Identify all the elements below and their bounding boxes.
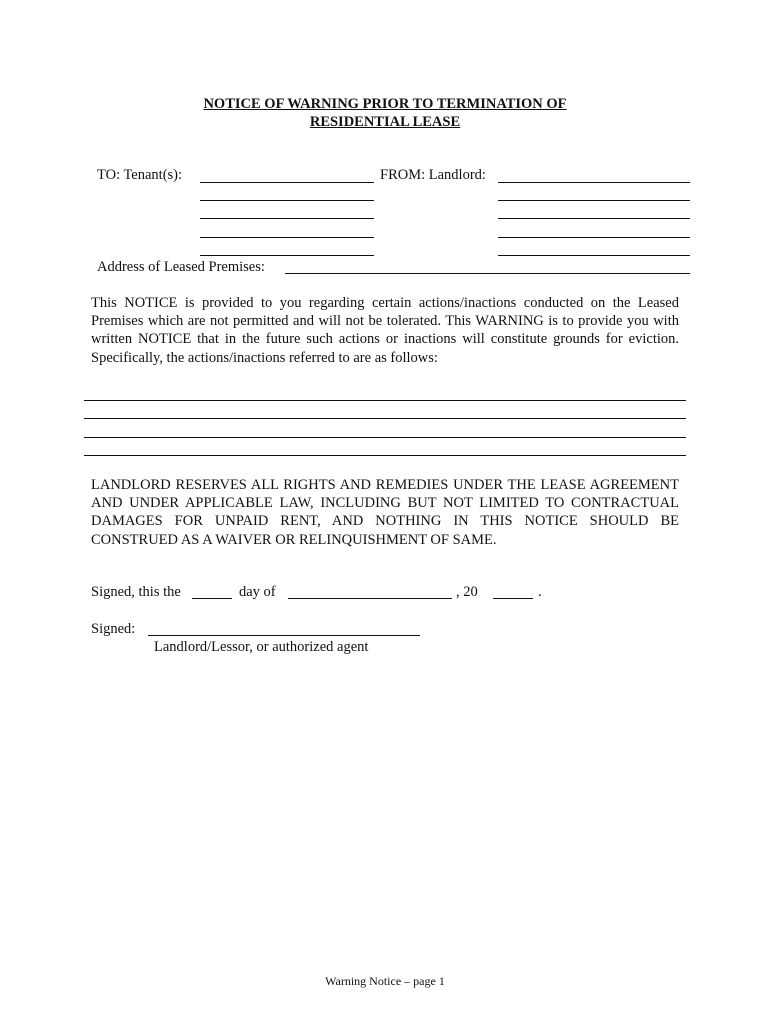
tenant-name-line-5[interactable]: [200, 255, 374, 256]
address-label: Address of Leased Premises:: [97, 259, 265, 275]
document-title-line-2: RESIDENTIAL LEASE: [309, 114, 461, 130]
day-of-label: day of: [239, 584, 276, 600]
day-number-line[interactable]: [192, 598, 232, 599]
signer-caption: Landlord/Lessor, or authorized agent: [154, 639, 369, 655]
landlord-name-line-1[interactable]: [498, 182, 690, 183]
tenant-name-line-2[interactable]: [200, 200, 374, 201]
from-landlord-label: FROM: Landlord:: [380, 167, 486, 183]
signature-line[interactable]: [148, 635, 420, 636]
tenant-name-line-4[interactable]: [200, 237, 374, 238]
actions-line-4[interactable]: [84, 455, 686, 456]
reservation-paragraph: LANDLORD RESERVES ALL RIGHTS AND REMEDIES UNDER THE LEASE AGREEMENT AND UNDER APPLICABLE LAW, INCLUDING BUT NOT LIMITED TO CONTRACTUAL DAMAGES FOR UNPAID RENT, AND NOTHING IN THIS NOTICE SHOULD BE CONSTRUED AS A WAIVER OR RELINQUISHMENT OF SAME.: [91, 477, 679, 548]
landlord-name-line-2[interactable]: [498, 200, 690, 201]
month-line[interactable]: [288, 598, 452, 599]
landlord-name-line-3[interactable]: [498, 218, 690, 219]
tenant-name-line-3[interactable]: [200, 218, 374, 219]
year-line[interactable]: [493, 598, 533, 599]
signed-this-the-label: Signed, this the: [91, 584, 181, 600]
document-title-line-1: NOTICE OF WARNING PRIOR TO TERMINATION OF: [203, 96, 567, 112]
landlord-name-line-4[interactable]: [498, 237, 690, 238]
signed-label: Signed:: [91, 621, 136, 637]
actions-line-3[interactable]: [84, 437, 686, 438]
year-prefix-label: , 20: [456, 584, 478, 600]
period-mark: .: [538, 584, 542, 600]
to-tenant-label: TO: Tenant(s):: [97, 167, 183, 183]
actions-line-1[interactable]: [84, 400, 686, 401]
actions-line-2[interactable]: [84, 418, 686, 419]
page-footer: Warning Notice – page 1: [325, 974, 445, 988]
address-line[interactable]: [285, 273, 690, 274]
tenant-name-line-1[interactable]: [200, 182, 374, 183]
landlord-name-line-5[interactable]: [498, 255, 690, 256]
notice-paragraph: This NOTICE is provided to you regarding certain actions/inactions conducted on the Leased Premises which are not permitted and will not be tolerated. This WARNING is to provide you with written NOTICE that in the future such actions or inactions will constitute grounds for eviction. Specifically, the actions/inactions referred to are as follows:: [91, 295, 679, 366]
